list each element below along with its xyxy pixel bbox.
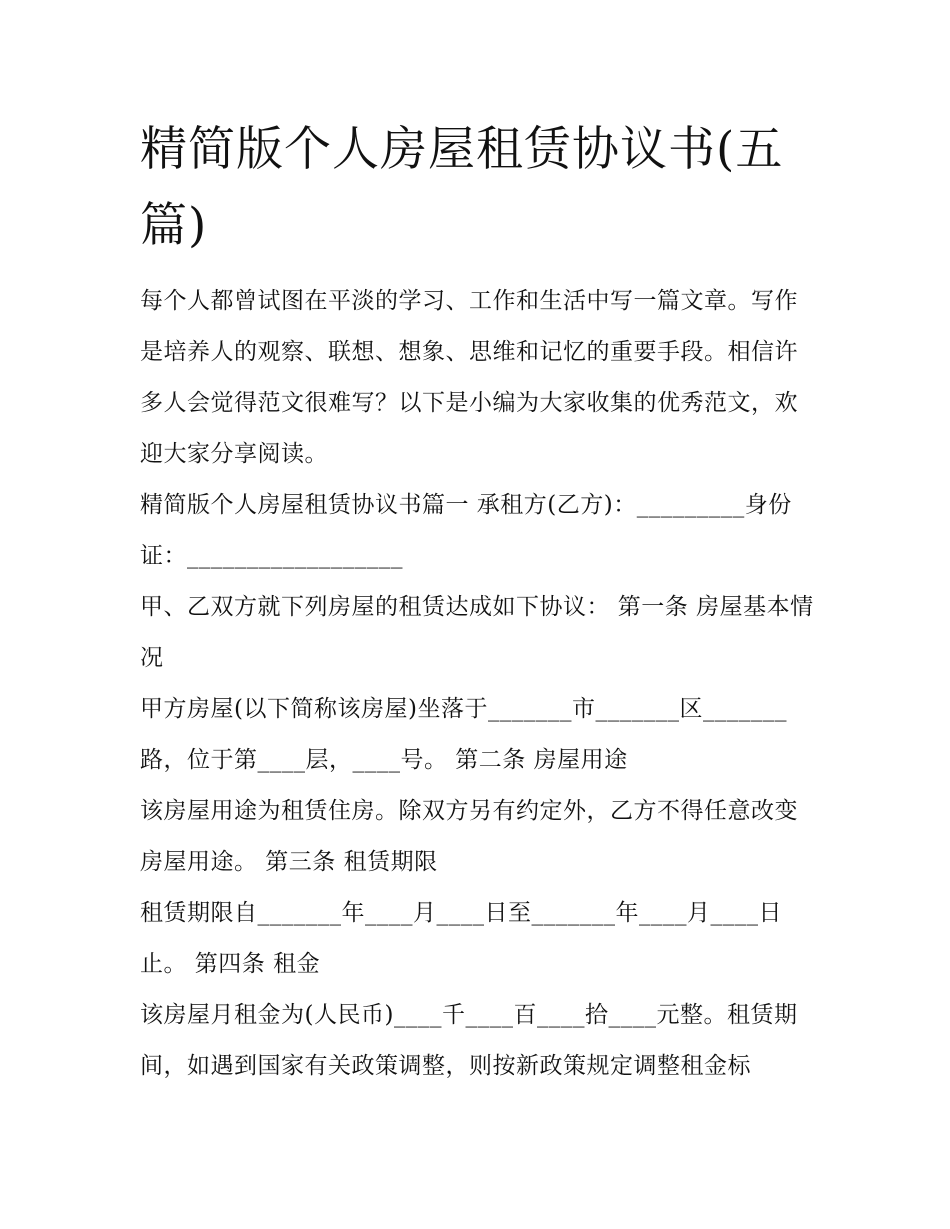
house-usage-paragraph: 该房屋用途为租赁住房。除双方另有约定外，乙方不得任意改变房屋用途。 第三条 租赁期限 [140,798,798,875]
document-body [140,276,820,1092]
house-location-paragraph: 甲方房屋(以下简称该房屋)坐落于_______市_______区_______路，位于第____层，____号。 第二条 房屋用途 [140,696,787,773]
intro-paragraph: 每个人都曾试图在平淡的学习、工作和生活中写一篇文章。写作是培养人的观察、联想、想象、思维和记忆的重要手段。相信许多人会觉得范文很难写？以下是小编为大家收集的优秀范文，欢迎大家分享阅读。 [140,288,798,467]
document-title: 精简版个人房屋租赁协议书(五篇) [140,122,784,253]
lessee-info-paragraph: 精简版个人房屋租赁协议书篇一 承租方(乙方)：_________身份证：__________________ [140,492,792,569]
rent-paragraph: 该房屋月租金为(人民币)____千____百____拾____元整。租赁期间，如遇到国家有关政策调整，则按新政策规定调整租金标 [140,1002,798,1079]
agreement-intro-paragraph: 甲、乙双方就下列房屋的租赁达成如下协议： 第一条 房屋基本情况 [140,594,814,671]
lease-term-paragraph: 租赁期限自_______年____月____日至_______年____月____日止。 第四条 租金 [140,900,782,977]
